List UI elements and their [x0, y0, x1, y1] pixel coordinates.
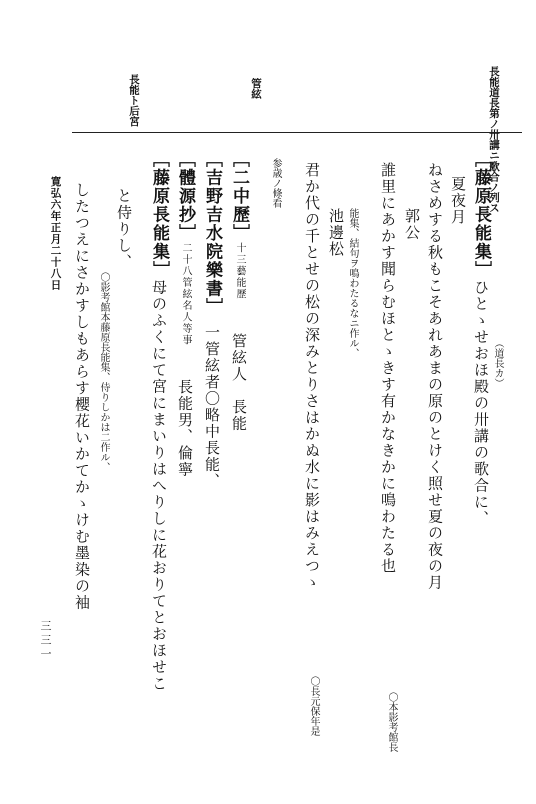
annotation-ruby: （道長カ）	[492, 338, 503, 388]
source-title: ［二中歷］	[229, 150, 249, 243]
text-column-13: ［藤原長能集］母のふくにて宮にまいりはへりしに花おりてとおほせこ	[149, 150, 169, 692]
date-heading: 寛弘六年正月二十八日	[49, 176, 62, 291]
annotation-note: 〇影考館本藤原長能集、侍りしかは二作ル、	[98, 272, 109, 472]
text-column-14: と侍りし、	[115, 188, 133, 271]
poem-line-2: 誰里にあかす聞らむほとゝきす有かなきかに鳴わたる也	[379, 162, 397, 575]
text-column-10: ［二中歷］十三藝能歷 管絃人 長能	[229, 150, 249, 432]
text-column-7: 池邊松	[327, 208, 345, 258]
poem-line-4: したつえにさかすしもあらす櫻花いかてかゝけむ墨染の袖	[73, 182, 91, 611]
poem-line-1: ねさめする秋もこそあれあまの原のとけく照せ夏の夜の月	[426, 162, 444, 591]
header-note-right: 長能道長第ノ卅講ニ歌合ノ列ス	[488, 66, 501, 213]
page-number: 三三一	[39, 620, 52, 662]
annotation-note: 〇本影考館長	[386, 692, 397, 752]
annotation-note: 参歳ノ條看	[270, 158, 281, 208]
text-column-12: ［體源抄］二十八管絃名人等事 長能男、倫寧	[175, 150, 195, 478]
header-rule	[72, 132, 522, 133]
source-title: ［藤原長能集］	[471, 150, 491, 280]
source-title: ［藤原長能集］	[149, 150, 169, 280]
header-note-middle: 管絃	[250, 78, 263, 99]
annotation-note: 能集、結句ヲ鳴わたるなニ作ル、	[347, 208, 358, 358]
text-column-1	[472, 150, 489, 527]
source-title: ［吉野吉水院樂書］	[202, 150, 222, 308]
text-column-4: 郭公	[403, 208, 421, 241]
text-column-11: ［吉野吉水院樂書］ 一管絃者〇略中長能、	[202, 150, 222, 490]
annotation-note: 〇長元保年是	[308, 676, 319, 736]
source-title: ［體源抄］	[175, 150, 195, 243]
header-note-left: 長能ト后宮	[128, 74, 141, 127]
poem-line-3: 君か代の千とせの松の深みとりさはかぬ水に影はみえつゝ	[303, 162, 321, 591]
text-column-2: 夏夜月	[449, 176, 467, 226]
entry-text: ひとゝせおほ殿の卅講の歌合に、	[472, 279, 490, 527]
